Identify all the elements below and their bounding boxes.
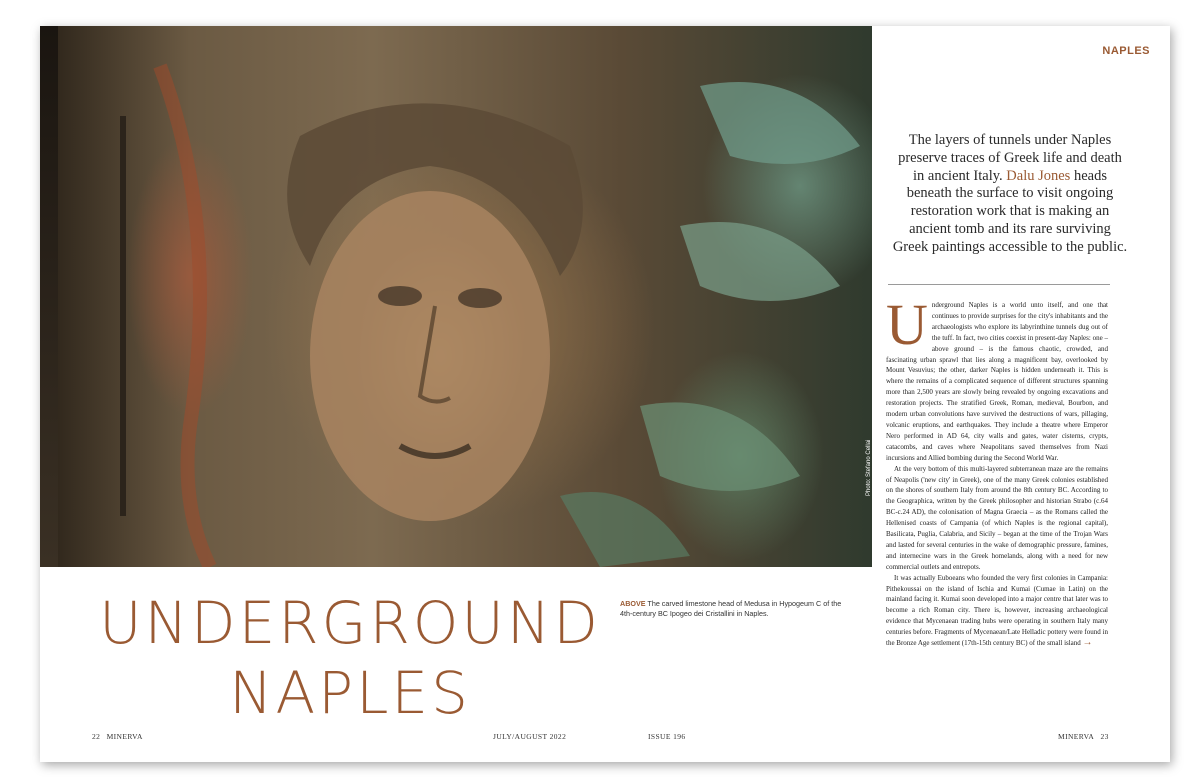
left-page-number: 22 xyxy=(92,732,101,741)
right-folio xyxy=(1058,732,1109,741)
author-name: Dalu Jones xyxy=(1006,167,1071,184)
body-paragraph-3 xyxy=(886,573,1108,649)
body-paragraph-3-text: It was actually Euboeans who founded the very first colonies in Campania: Pithekoussai on the island of Ischia and Kumai (Cumae in Latin) on the mainland facing it. Kumai soon developed into a major centre that later was to become a rich Roman city. There is, however, increasing archaeological evidence that Mycenaean trading hubs were operating in southern Italy many centuries before. Fragments of Mycenaean/Late Helladic pottery were found in the Bronze Age settlement (17th-15th century BC) of the small island xyxy=(886,573,1108,648)
standfirst-text-after: heads beneath the surface to visit ongoing restoration work that is making an ancient tomb and its rare surviving Greek paintings accessible to the public. xyxy=(892,167,1128,255)
article-body xyxy=(886,292,1108,649)
magazine-spread xyxy=(40,26,1170,762)
left-folio xyxy=(92,732,143,741)
photo-credit: Photo: Stefano Cellai xyxy=(866,439,872,496)
standfirst xyxy=(892,132,1128,257)
continue-arrow-icon: → xyxy=(1082,637,1093,649)
divider-rule xyxy=(888,284,1110,285)
right-magazine-name: MINERVA xyxy=(1058,732,1095,741)
issue-date: JULY/AUGUST 2022 xyxy=(493,732,567,741)
medusa-photo xyxy=(40,26,872,567)
issue-number: ISSUE 196 xyxy=(648,732,686,741)
body-paragraph-1-text: nderground Naples is a world unto itself, and one that continues to provide surprises for the city's inhabitants and the archaeologists who explore its labyrinthine tunnels dug out of the tuff. In fact, two cities coexist in present-day Naples: one – above ground – is the famous chaotic, crowded, and fascinating urban sprawl that lies along a magnificent bay, overlooked by Mount Vesuvius; the other, darker Naples is hidden underneath it. This is where the remains of a complicated sequence of different structures spanning more than 2,500 years are slowly being revealed by ongoing excavations and restoration projects. The stratified Greek, Roman, medieval, Bourbon, and modern urban convolutions have survived the destructions of wars, pillaging, volcanic eruptions, and earthquakes. They include a theatre where Emperor Nero performed in AD 64, city walls and gates, water cisterns, crypts, catacombs, and caves where Neapolitans saved themselves from Nazi incursions and Allied bombing during the Second World War. xyxy=(886,301,1108,462)
photo-caption xyxy=(620,599,850,619)
caption-lead: ABOVE xyxy=(620,599,646,608)
caption-text: The carved limestone head of Medusa in Hypogeum C of the 4th-century BC Ipogeo dei Cristallini in Naples. xyxy=(620,599,842,618)
drop-cap: U xyxy=(886,292,928,357)
article-title-line-1: UNDERGROUND xyxy=(99,589,601,657)
body-paragraph-2: At the very bottom of this multi-layered subterranean maze are the remains of Neapolis ('new city' in Greek), one of the many Greek colonies established on the shores of southern Italy from around the 8th century BC. According to the Geographica, written by the Greek philosopher and historian Strabo (c.64 BC-c.24 AD), the colonisation of Magna Graecia – as the Romans called the Hellenised coasts of Campania (of which Naples is the regional capital), Basilicata, Puglia, Calabria, and Sicily – began at the time of the Trojan Wars and lasted for several centuries in the wake of demographic pressure, famines, and internecine wars in the Greek homelands, along with a need for new commercial outlets and entrepots. xyxy=(886,464,1108,571)
medusa-illustration xyxy=(40,26,872,567)
left-magazine-name: MINERVA xyxy=(106,732,143,741)
article-title-line-2: NAPLES xyxy=(229,659,471,727)
right-page-number: 23 xyxy=(1100,732,1109,741)
section-tag: NAPLES xyxy=(1102,45,1150,57)
body-paragraph-1 xyxy=(886,292,1108,464)
standfirst-text-before: The layers of tunnels under Naples preserve traces of Greek life and death in ancient Italy. xyxy=(898,132,1122,184)
